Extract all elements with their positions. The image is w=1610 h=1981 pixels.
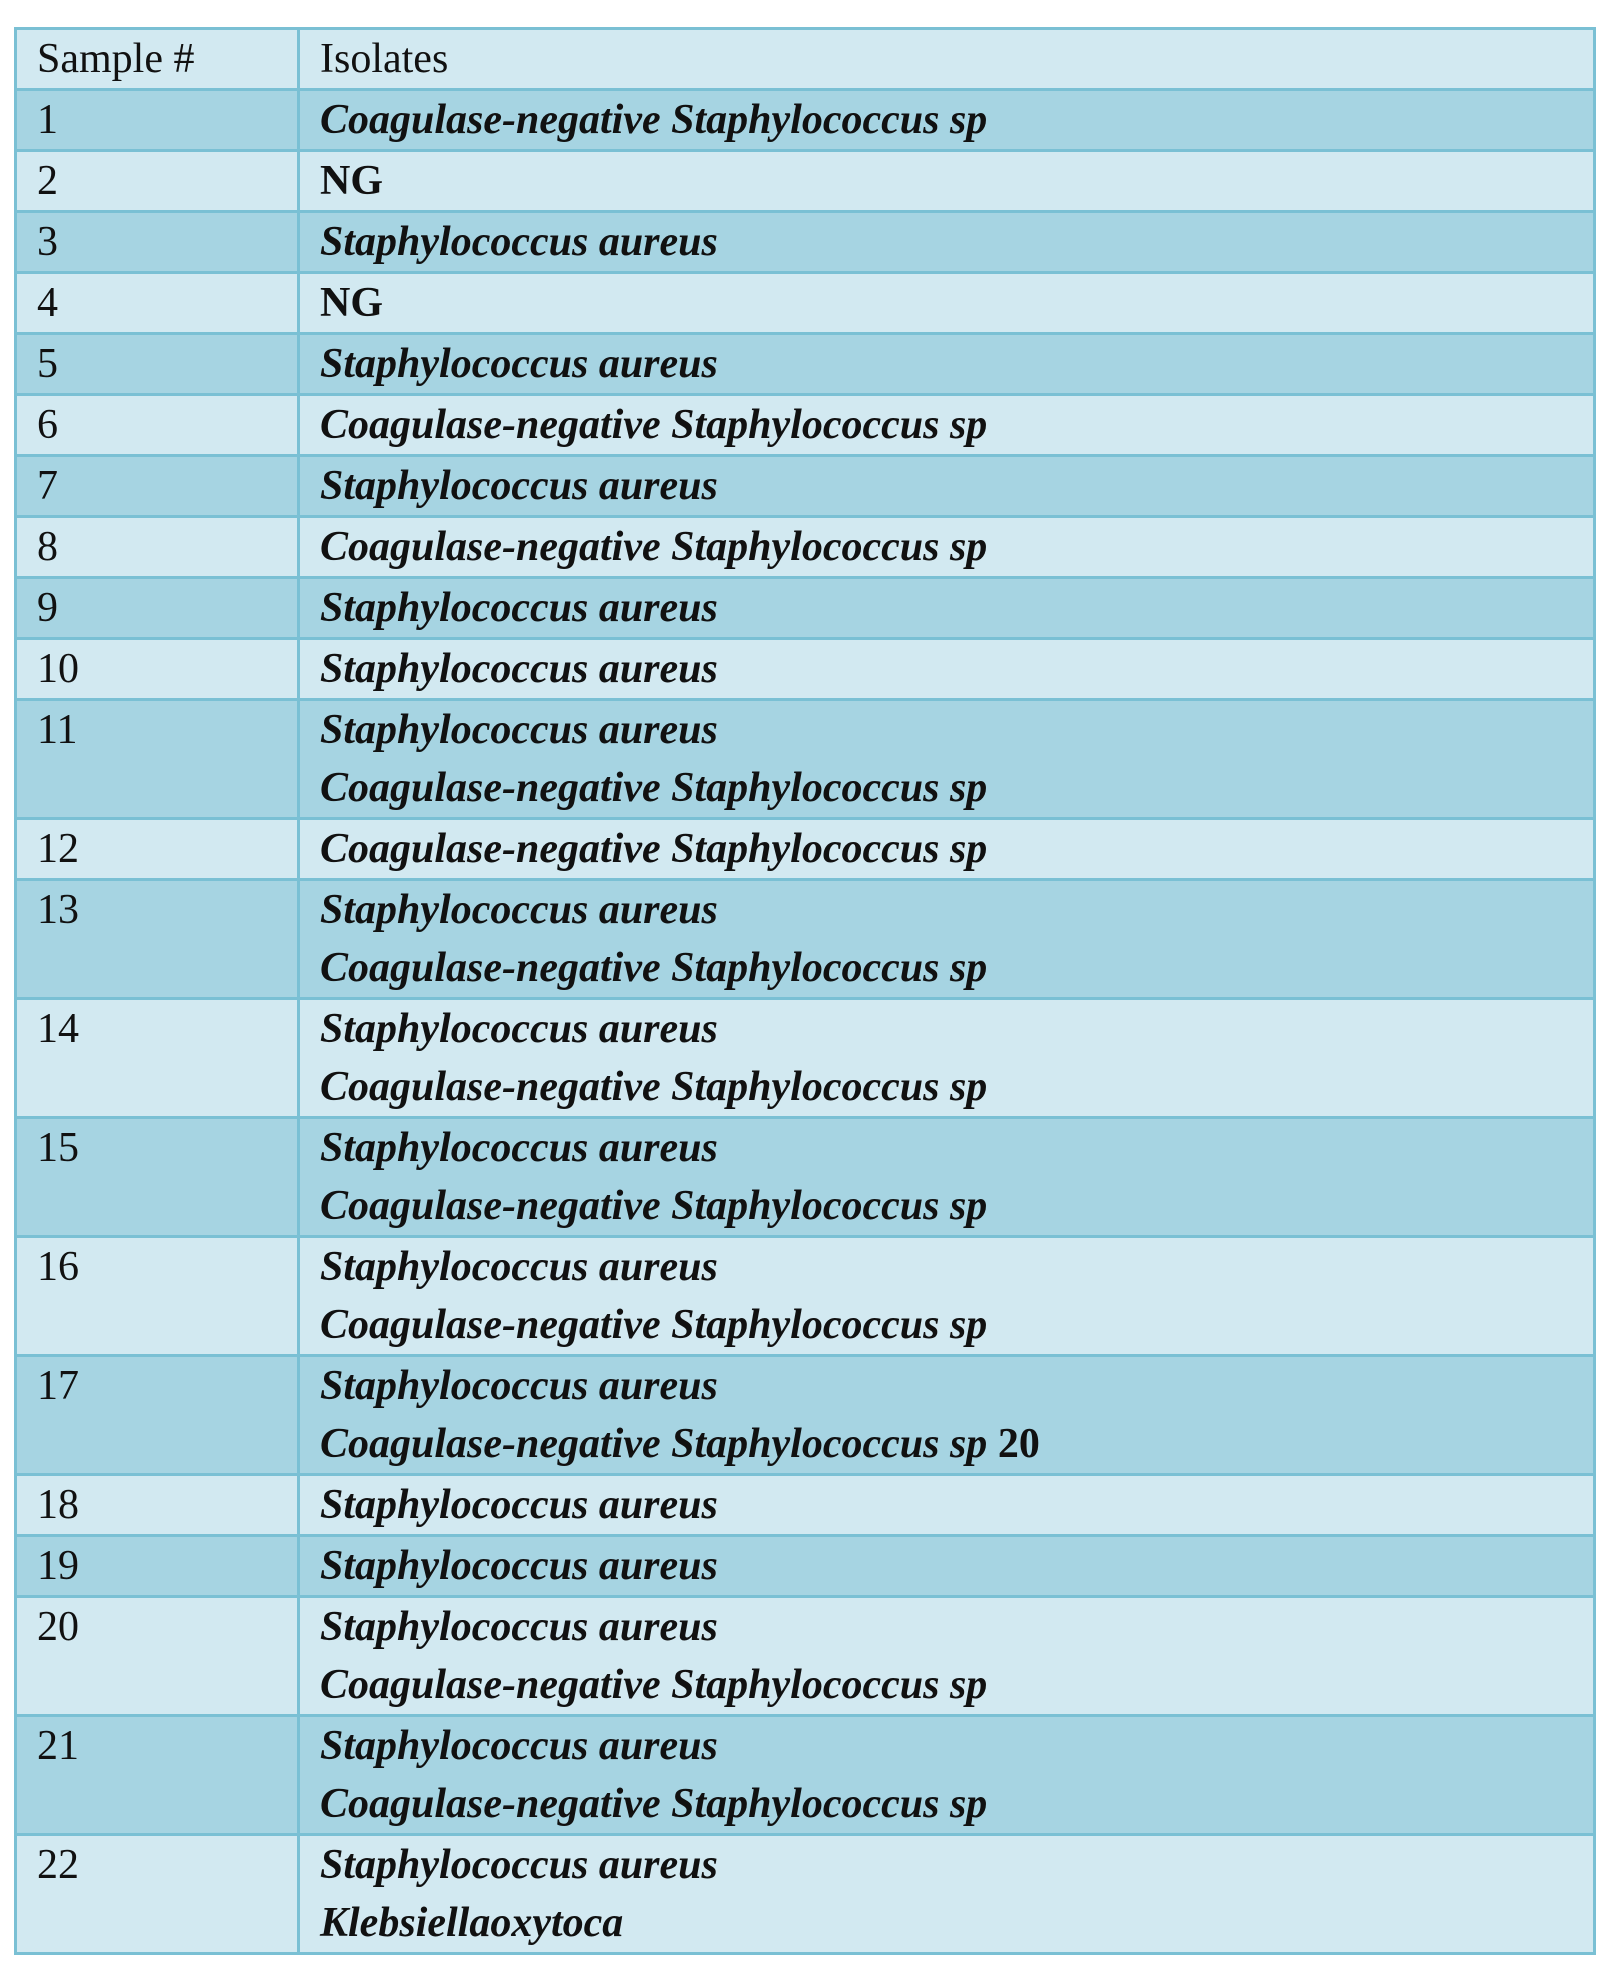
table-row [16,212,1595,273]
isolate-text: Staphylococcus aureus [320,1363,718,1409]
header-row [16,29,1595,90]
isolate-name [320,1000,1573,1058]
table-row [16,1237,1595,1356]
isolate-name [320,759,1573,817]
sample-number-cell: 4 [16,273,299,334]
sample-number-cell: 19 [16,1536,299,1597]
isolate-name [320,1836,1573,1894]
table-row [16,517,1595,578]
isolate-text: Coagulase-negative Staphylococcus sp [320,97,988,143]
header-sample: Sample # [16,29,299,90]
isolate-name [320,939,1573,997]
table-row [16,819,1595,880]
isolate-text: Staphylococcus aureus [320,1125,718,1171]
table-row [16,151,1595,212]
isolate-text: NG [320,158,383,204]
table-row [16,880,1595,999]
isolate-name [320,1238,1573,1296]
isolates-cell [299,1118,1595,1237]
isolate-name [320,1656,1573,1714]
isolate-text: Staphylococcus aureus [320,707,718,753]
sample-number-cell: 11 [16,700,299,819]
sample-number-cell: 7 [16,456,299,517]
isolate-name [320,1177,1573,1235]
isolate-name [320,152,1573,210]
isolate-name [320,1598,1573,1656]
isolate-text: Staphylococcus aureus [320,219,718,265]
isolate-name [320,1717,1573,1775]
isolate-name [320,396,1573,454]
isolates-cell [299,456,1595,517]
sample-number-cell: 17 [16,1356,299,1475]
isolate-name [320,1058,1573,1116]
isolates-cell [299,273,1595,334]
table-body [16,29,1595,1954]
isolate-name [320,1415,1573,1473]
isolate-text: Coagulase-negative Staphylococcus sp [320,402,988,448]
isolate-text: Coagulase-negative Staphylococcus sp [320,524,988,570]
isolates-table [14,27,1596,1955]
isolate-text: Staphylococcus aureus [320,341,718,387]
isolate-name [320,1357,1573,1415]
isolates-cell [299,819,1595,880]
sample-number-cell: 21 [16,1716,299,1835]
table-row [16,273,1595,334]
isolate-name [320,335,1573,393]
sample-number-cell: 3 [16,212,299,273]
isolate-text: Staphylococcus aureus [320,1543,718,1589]
table-row [16,1356,1595,1475]
sample-number-cell: 20 [16,1597,299,1716]
isolates-cell [299,639,1595,700]
isolates-cell [299,517,1595,578]
table-row [16,578,1595,639]
isolate-text: Staphylococcus aureus [320,1842,718,1888]
isolate-text: Staphylococcus aureus [320,646,718,692]
isolate-text: Staphylococcus aureus [320,1604,718,1650]
isolate-name [320,1119,1573,1177]
sample-number-cell: 2 [16,151,299,212]
isolate-text: Coagulase-negative Staphylococcus sp [320,1662,988,1708]
isolates-cell [299,999,1595,1118]
table-row [16,639,1595,700]
isolate-text: Coagulase-negative Staphylococcus sp [320,1064,988,1110]
isolate-name [320,701,1573,759]
isolate-name [320,579,1573,637]
sample-number-cell: 22 [16,1835,299,1954]
sample-number-cell: 15 [16,1118,299,1237]
sample-number-cell: 8 [16,517,299,578]
isolates-cell [299,1716,1595,1835]
isolates-cell [299,700,1595,819]
table-row [16,90,1595,151]
table-row [16,1597,1595,1716]
table-row [16,1536,1595,1597]
isolate-text: Coagulase-negative Staphylococcus sp [320,1302,988,1348]
isolate-name [320,213,1573,271]
isolates-cell [299,1475,1595,1536]
isolate-text: Coagulase-negative Staphylococcus sp [320,945,988,991]
header-isolates: Isolates [299,29,1595,90]
isolate-text: Coagulase-negative Staphylococcus sp [320,1421,988,1467]
sample-number-cell: 14 [16,999,299,1118]
isolate-text: NG [320,280,383,326]
isolate-text: Coagulase-negative Staphylococcus sp [320,1183,988,1229]
sample-number-cell: 9 [16,578,299,639]
isolate-text: Coagulase-negative Staphylococcus sp [320,1781,988,1827]
isolates-cell [299,578,1595,639]
isolates-cell [299,151,1595,212]
isolate-text: Staphylococcus aureus [320,1006,718,1052]
isolate-text: Coagulase-negative Staphylococcus sp [320,826,988,872]
table-row [16,1118,1595,1237]
isolate-text: Coagulase-negative Staphylococcus sp [320,765,988,811]
table-row [16,999,1595,1118]
isolates-cell [299,395,1595,456]
isolates-cell [299,212,1595,273]
isolate-name [320,457,1573,515]
isolates-cell [299,90,1595,151]
isolate-text: Staphylococcus aureus [320,463,718,509]
table-row [16,1716,1595,1835]
isolate-text: Staphylococcus aureus [320,1244,718,1290]
isolates-cell [299,1536,1595,1597]
sample-number-cell: 10 [16,639,299,700]
isolate-name [320,274,1573,332]
isolates-cell [299,1835,1595,1954]
table-row [16,456,1595,517]
isolates-cell [299,334,1595,395]
isolate-name [320,91,1573,149]
isolate-name [320,1296,1573,1354]
isolates-cell [299,1356,1595,1475]
isolate-name [320,1537,1573,1595]
sample-number-cell: 13 [16,880,299,999]
table-row [16,700,1595,819]
isolate-name [320,1476,1573,1534]
isolates-cell [299,1237,1595,1356]
isolate-text: Staphylococcus aureus [320,585,718,631]
isolate-name [320,1775,1573,1833]
table-row [16,334,1595,395]
isolate-name [320,640,1573,698]
isolate-text: Staphylococcus aureus [320,1723,718,1769]
isolate-suffix: 20 [987,1421,1040,1467]
sample-number-cell: 12 [16,819,299,880]
table-row [16,1475,1595,1536]
isolate-text: Klebsiellaoxytoca [320,1900,624,1946]
sample-number-cell: 1 [16,90,299,151]
isolate-text: Staphylococcus aureus [320,1482,718,1528]
table-row [16,1835,1595,1954]
isolate-name [320,881,1573,939]
isolates-cell [299,1597,1595,1716]
sample-number-cell: 5 [16,334,299,395]
isolates-cell [299,880,1595,999]
isolate-name [320,1894,1573,1952]
table-row [16,395,1595,456]
sample-number-cell: 6 [16,395,299,456]
isolate-text: Staphylococcus aureus [320,887,718,933]
isolate-name [320,518,1573,576]
sample-number-cell: 18 [16,1475,299,1536]
sample-number-cell: 16 [16,1237,299,1356]
isolate-name [320,820,1573,878]
